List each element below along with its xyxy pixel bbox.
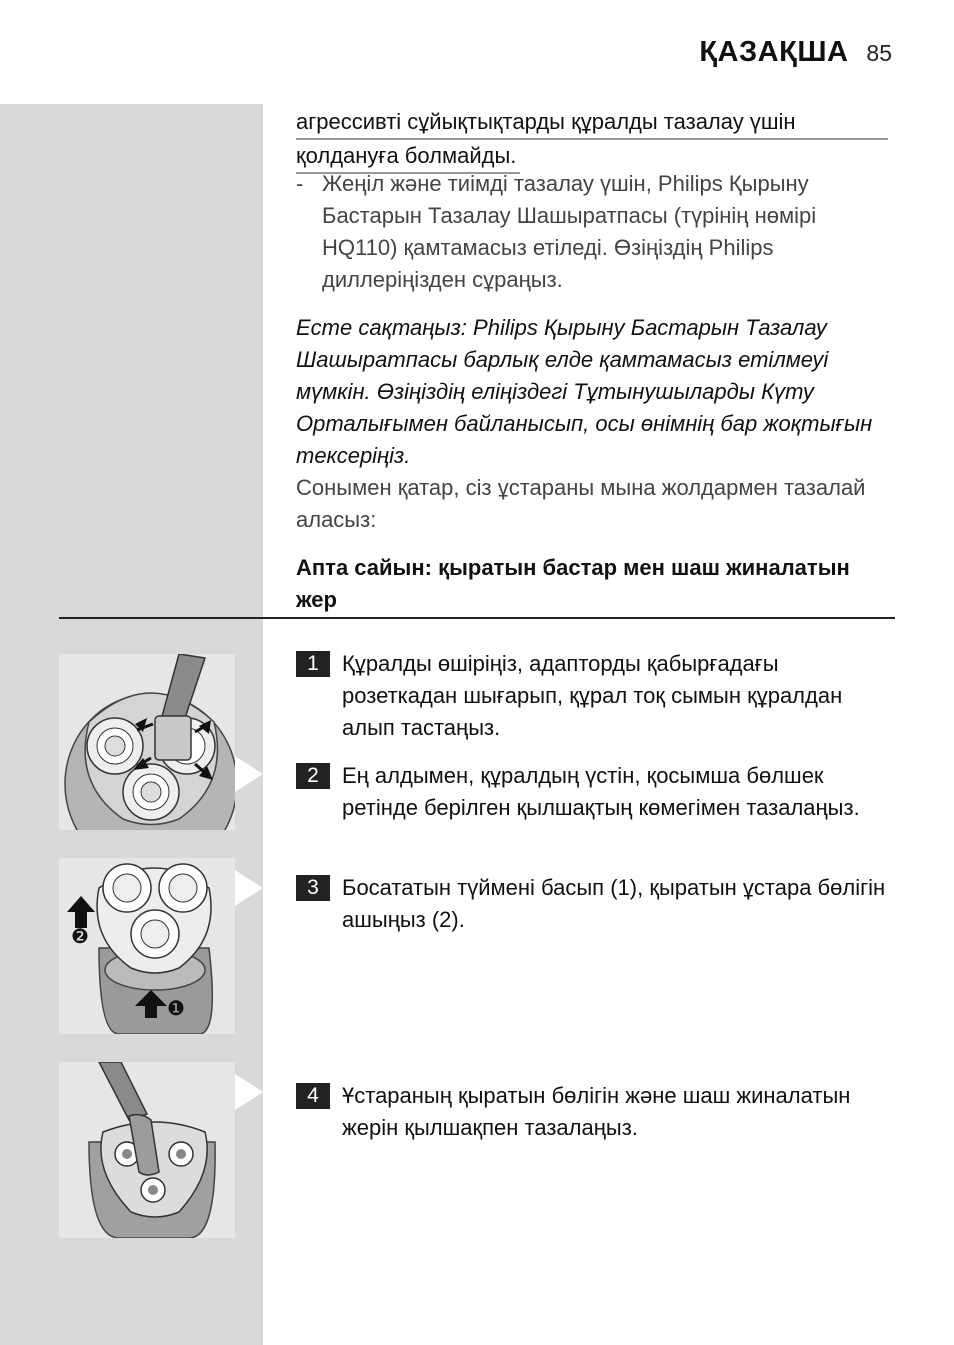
- page-header: [699, 36, 892, 69]
- shaver-chamber-drawing: [59, 1062, 235, 1238]
- page-number: 85: [866, 40, 892, 66]
- warning-line-1: агрессивті сұйықтықтарды құралды тазалау үшін: [296, 106, 888, 140]
- bullet-dash: -: [296, 171, 304, 196]
- figure-label-1: ❶: [167, 996, 185, 1020]
- step-2: [296, 760, 896, 824]
- illustration-clean-hair-chamber: [59, 1062, 235, 1238]
- step-2-number: 2: [296, 763, 330, 789]
- shaver-top-drawing: [59, 654, 235, 830]
- illustration-pointer-2: [235, 870, 263, 906]
- section-heading: Апта сайын: қыратын бастар мен шаш жиналатын жер: [296, 555, 850, 612]
- figure-label-2: ❷: [71, 924, 89, 948]
- step-4-number: 4: [296, 1083, 330, 1109]
- illustration-brush-shaving-heads: [59, 654, 235, 830]
- step-3-number: 3: [296, 875, 330, 901]
- bullet-text: Жеңіл және тиімді тазалау үшін, Philips Қырыну Бастарын Тазалау Шашыратпасы (түрінің нөмірі HQ110) қамтамасыз етіледі. Өзіңіздің Philips диллеріңізден сұраңыз.: [322, 171, 817, 292]
- step-3-text: Босататын түймені басып (1), қыратын ұстара бөлігін ашыңыз (2).: [342, 875, 886, 932]
- step-4: [296, 1080, 896, 1144]
- note-paragraph: Есте сақтаңыз: Philips Қырыну Бастарын Тазалау Шашыратпасы барлық елде қамтамасыз етілмеуі мүмкін. Өзіңіздің еліңіздегі Тұтынушыларды Күту Орталығымен байланысып, осы өнімнің бар жоқтығын тексеріңіз.: [296, 315, 873, 468]
- section-rule: [59, 617, 895, 619]
- warning-text: [296, 106, 896, 174]
- step-1-text: Құралды өшіріңіз, адапторды қабырғадағы розеткадан шығарып, құрал тоқ сымын құралдан алып тастаңыз.: [342, 651, 843, 740]
- step-3: [296, 872, 896, 936]
- step-2-text: Ең алдымен, құралдың үстін, қосымша бөлшек ретінде берілген қылшақтың көмегімен тазалаңыз.: [342, 763, 860, 820]
- step-4-text: Ұстараның қыратын бөлігін және шаш жиналатын жерін қылшақпен тазалаңыз.: [342, 1083, 851, 1140]
- illustration-pointer-1: [235, 756, 263, 792]
- step-1: [296, 648, 896, 744]
- illustration-pointer-3: [235, 1074, 263, 1110]
- illustration-open-shaving-unit: [59, 858, 235, 1034]
- language-title: ҚАЗАҚША: [699, 36, 849, 68]
- note-continuation: Сонымен қатар, сіз ұстараны мына жолдармен тазалай аласыз:: [296, 475, 866, 532]
- bullet-item: [296, 168, 896, 296]
- step-1-number: 1: [296, 651, 330, 677]
- warning-line-2: қолдануға болмайды.: [296, 140, 520, 174]
